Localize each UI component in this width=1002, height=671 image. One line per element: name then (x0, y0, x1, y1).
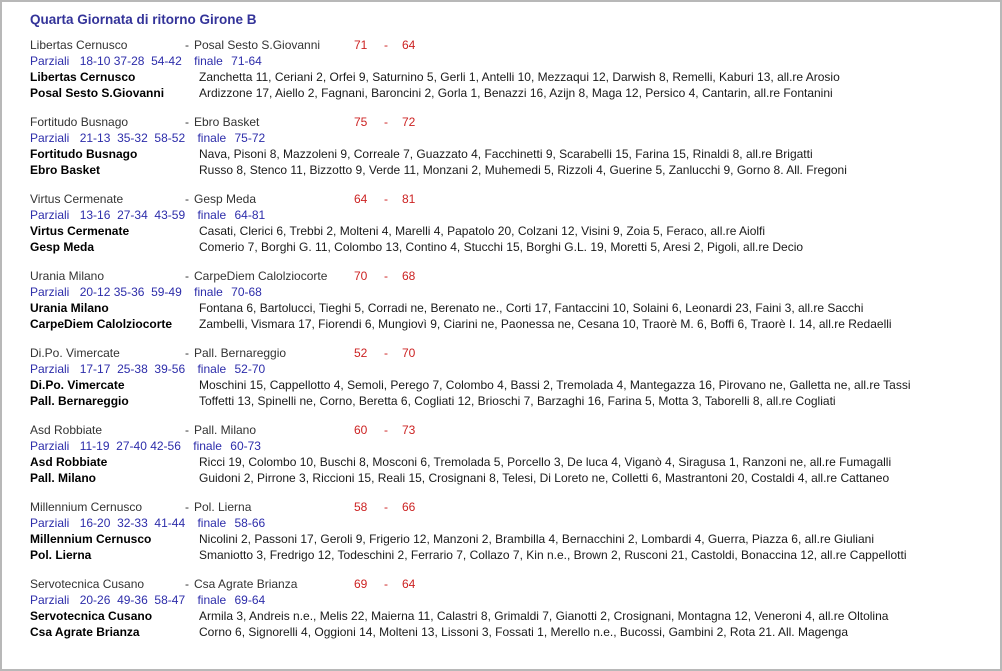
vs-dash: - (185, 192, 189, 206)
away-team-name: Pol. Lierna (194, 500, 252, 514)
finale-label: finale (194, 54, 223, 68)
vs-dash: - (185, 38, 189, 52)
match-header-row (30, 37, 1000, 53)
away-team-bold: Csa Agrate Brianza (30, 625, 140, 639)
finale-label: finale (197, 362, 227, 376)
vs-dash: - (185, 346, 189, 360)
finale-score: 60-73 (230, 439, 261, 453)
away-players: Russo 8, Stenco 11, Bizzotto 9, Verde 11, Monzani 2, Muhemedi 5, Rizzoli 4, Guerine 5, Zanlucchi 9, Gorno 8. All. Fregoni (199, 163, 847, 177)
home-roster-row (30, 377, 1000, 393)
home-players: Nicolini 2, Passoni 17, Geroli 9, Frigerio 12, Manzoni 2, Brambilla 4, Bernacchini 2, Lombardi 4, Guerra, Piazza 6, all.re Giuliani (199, 532, 874, 546)
home-score: 58 (354, 500, 368, 514)
away-players: Zambelli, Vismara 17, Fiorendi 6, Mungiovì 9, Ciarini ne, Paonessa ne, Cesana 10, Traorè M. 6, Boffi 6, Traorè I. 14, all.re Redaelli (199, 317, 892, 331)
vs-dash: - (185, 500, 189, 514)
page-title: Quarta Giornata di ritorno Girone B (30, 12, 257, 27)
away-team-name: Gesp Meda (194, 192, 257, 206)
match-header-row (30, 191, 1000, 207)
home-players: Casati, Clerici 6, Trebbi 2, Molteni 4, Marelli 4, Papatolo 20, Colzani 12, Visini 9, Zoia 5, Feraco, all.re Aiolfi (199, 224, 766, 238)
final-score (354, 114, 415, 130)
home-team-name: Fortitudo Busnago (30, 115, 129, 129)
home-team-name: Millennium Cernusco (30, 500, 143, 514)
finale-score: 71-64 (231, 54, 262, 68)
score-dash: - (384, 115, 388, 129)
score-dash: - (384, 423, 388, 437)
match-header-row (30, 114, 1000, 130)
partials-values: 17-17 25-38 39-56 (79, 362, 186, 376)
match-block (30, 499, 1000, 563)
away-score: 81 (402, 192, 416, 206)
partials-values: 21-13 35-32 58-52 (79, 131, 186, 145)
final-score (354, 499, 415, 515)
final-score (354, 268, 415, 284)
away-team-cell (185, 114, 354, 130)
score-dash: - (384, 192, 388, 206)
away-score: 70 (402, 346, 416, 360)
away-roster-row (30, 393, 1000, 409)
finale-label: finale (197, 208, 227, 222)
home-score: 52 (354, 346, 368, 360)
partials-row (30, 515, 1000, 531)
vs-dash: - (185, 423, 189, 437)
away-score: 64 (402, 577, 416, 591)
partials-label: Parziali (30, 131, 70, 145)
match-header-row (30, 422, 1000, 438)
partials-row (30, 284, 1000, 300)
vs-dash: - (185, 115, 189, 129)
partials-row (30, 130, 1000, 146)
home-score: 64 (354, 192, 368, 206)
home-roster-row (30, 608, 1000, 624)
final-score (354, 576, 415, 592)
finale-label: finale (197, 593, 227, 607)
home-team-name: Asd Robbiate (30, 423, 103, 437)
away-team-bold: Ebro Basket (30, 163, 101, 177)
away-score: 68 (402, 269, 416, 283)
away-team-name: CarpeDiem Calolziocorte (194, 269, 328, 283)
finale-score: 69-64 (234, 593, 266, 607)
home-team-bold: Fortitudo Busnago (30, 147, 138, 161)
match-header-row (30, 576, 1000, 592)
partials-label: Parziali (30, 208, 70, 222)
home-roster-row (30, 454, 1000, 470)
final-score (354, 37, 415, 53)
home-team-bold: Libertas Cernusco (30, 70, 136, 84)
match-block (30, 345, 1000, 409)
home-players: Zanchetta 11, Ceriani 2, Orfei 9, Saturnino 5, Gerli 1, Antelli 10, Mezzaqui 12, Darwish 8, Remelli, Kaburi 13, all.re Arosio (199, 70, 840, 84)
score-dash: - (384, 577, 388, 591)
away-roster-row (30, 239, 1000, 255)
home-players: Moschini 15, Cappellotto 4, Semoli, Perego 7, Colombo 4, Bassi 2, Tremolada 4, Mantegazza 16, Pirovano ne, Galletta ne, all.re Tassi (199, 378, 911, 392)
partials-values: 11-19 27-40 42-56 (79, 439, 181, 453)
away-players: Comerio 7, Borghi G. 11, Colombo 13, Contino 4, Stucchi 15, Borghi G.L. 19, Moretti 5, Aresi 2, Pigoli, all.re Decio (199, 240, 804, 254)
match-block (30, 191, 1000, 255)
home-team-name: Di.Po. Vimercate (30, 346, 120, 360)
partials-values: 20-12 35-36 59-49 (79, 285, 182, 299)
away-team-name: Pall. Bernareggio (194, 346, 287, 360)
match-block (30, 422, 1000, 486)
partials-label: Parziali (30, 593, 70, 607)
partials-values: 13-16 27-34 43-59 (79, 208, 186, 222)
away-score: 66 (402, 500, 416, 514)
home-score: 69 (354, 577, 368, 591)
final-score (354, 191, 415, 207)
away-team-bold: Pall. Milano (30, 471, 97, 485)
partials-row (30, 592, 1000, 608)
partials-label: Parziali (30, 54, 70, 68)
home-score: 60 (354, 423, 368, 437)
home-team-name: Urania Milano (30, 269, 105, 283)
away-team-bold: CarpeDiem Calolziocorte (30, 317, 173, 331)
vs-dash: - (185, 269, 189, 283)
away-roster-row (30, 162, 1000, 178)
away-team-bold: Pol. Lierna (30, 548, 92, 562)
away-roster-row (30, 547, 1000, 563)
home-team-bold: Urania Milano (30, 301, 109, 315)
home-players: Fontana 6, Bartolucci, Tieghi 5, Corradi ne, Berenato ne., Corti 17, Fantaccini 10, Solaini 6, Leonardi 23, Faini 3, all.re Sacchi (199, 301, 864, 315)
away-team-cell (185, 422, 354, 438)
partials-row (30, 438, 1000, 454)
score-dash: - (384, 500, 388, 514)
away-team-cell (185, 576, 354, 592)
match-block (30, 576, 1000, 640)
partials-values: 18-10 37-28 54-42 (79, 54, 182, 68)
home-score: 70 (354, 269, 368, 283)
score-dash: - (384, 346, 388, 360)
partials-row (30, 361, 1000, 377)
away-team-name: Csa Agrate Brianza (194, 577, 298, 591)
home-team-bold: Millennium Cernusco (30, 532, 152, 546)
home-players: Nava, Pisoni 8, Mazzoleni 9, Correale 7, Guazzato 4, Facchinetti 9, Scarabelli 15, Farina 15, Rinaldi 8, all.re Brigatti (199, 147, 813, 161)
away-team-cell (185, 345, 354, 361)
away-team-bold: Gesp Meda (30, 240, 95, 254)
finale-score: 64-81 (234, 208, 266, 222)
away-roster-row (30, 316, 1000, 332)
match-list (30, 37, 1000, 640)
away-team-bold: Posal Sesto S.Giovanni (30, 86, 165, 100)
partials-values: 20-26 49-36 58-47 (79, 593, 186, 607)
away-score: 73 (402, 423, 416, 437)
vs-dash: - (185, 577, 189, 591)
final-score (354, 345, 415, 361)
match-block (30, 37, 1000, 101)
home-team-name: Servotecnica Cusano (30, 577, 145, 591)
home-players: Ricci 19, Colombo 10, Buschi 8, Mosconi 6, Tremolada 5, Porcello 3, De luca 4, Viganò 4, Siragusa 1, Ranzoni ne, all.re Fumagalli (199, 455, 892, 469)
finale-score: 70-68 (231, 285, 262, 299)
match-header-row (30, 268, 1000, 284)
away-players: Ardizzone 17, Aiello 2, Fagnani, Baroncini 2, Gorla 1, Benazzi 16, Azijn 8, Maga 12, Persico 4, Cantarin, all.re Fontanini (199, 86, 833, 100)
home-score: 71 (354, 38, 368, 52)
away-team-cell (185, 499, 354, 515)
away-team-cell (185, 268, 354, 284)
away-score: 64 (402, 38, 416, 52)
home-team-bold: Di.Po. Vimercate (30, 378, 125, 392)
match-header-row (30, 345, 1000, 361)
match-block (30, 114, 1000, 178)
finale-score: 58-66 (234, 516, 266, 530)
away-score: 72 (402, 115, 416, 129)
home-team-bold: Virtus Cermenate (30, 224, 130, 238)
away-players: Guidoni 2, Pirrone 3, Riccioni 15, Reali 15, Crosignani 8, Telesi, Di Loreto ne, Colletti 6, Mastrantoni 20, Costaldi 4, all.re Cattaneo (199, 471, 890, 485)
partials-values: 16-20 32-33 41-44 (79, 516, 186, 530)
home-team-name: Libertas Cernusco (30, 38, 128, 52)
away-roster-row (30, 624, 1000, 640)
finale-label: finale (193, 439, 222, 453)
away-team-name: Posal Sesto S.Giovanni (194, 38, 321, 52)
score-dash: - (384, 269, 388, 283)
away-players: Corno 6, Signorelli 4, Oggioni 14, Molteni 13, Lissoni 3, Fossati 1, Merello n.e., Bucossi, Gambini 2, Rota 21. All. Magenga (199, 625, 849, 639)
away-players: Smaniotto 3, Fredrigo 12, Todeschini 2, Ferrario 7, Collazo 7, Kin n.e., Brown 2, Rusconi 21, Castoldi, Bonaccina 12, all.re Cappellotti (199, 548, 907, 562)
partials-row (30, 207, 1000, 223)
partials-label: Parziali (30, 439, 70, 453)
home-roster-row (30, 300, 1000, 316)
away-team-name: Pall. Milano (194, 423, 257, 437)
finale-score: 52-70 (234, 362, 266, 376)
home-roster-row (30, 146, 1000, 162)
away-team-cell (185, 191, 354, 207)
home-team-bold: Servotecnica Cusano (30, 609, 153, 623)
away-team-bold: Pall. Bernareggio (30, 394, 129, 408)
away-team-cell (185, 37, 354, 53)
partials-label: Parziali (30, 285, 70, 299)
home-players: Armila 3, Andreis n.e., Melis 22, Maierna 11, Calastri 8, Grimaldi 7, Gianotti 2, Crosignani, Montagna 12, Veneroni 4, all.re Oltolina (199, 609, 889, 623)
partials-label: Parziali (30, 362, 70, 376)
finale-label: finale (194, 285, 223, 299)
finale-label: finale (197, 516, 227, 530)
home-score: 75 (354, 115, 368, 129)
match-header-row (30, 499, 1000, 515)
score-dash: - (384, 38, 388, 52)
away-roster-row (30, 85, 1000, 101)
match-block (30, 268, 1000, 332)
finale-score: 75-72 (234, 131, 266, 145)
home-team-name: Virtus Cermenate (30, 192, 124, 206)
home-team-bold: Asd Robbiate (30, 455, 108, 469)
home-roster-row (30, 531, 1000, 547)
home-roster-row (30, 223, 1000, 239)
away-team-name: Ebro Basket (194, 115, 260, 129)
finale-label: finale (197, 131, 227, 145)
away-players: Toffetti 13, Spinelli ne, Corno, Beretta 6, Cogliati 12, Brioschi 7, Barzaghi 16, Farina 5, Motta 3, Taborelli 8, all.re Cogliati (199, 394, 836, 408)
home-roster-row (30, 69, 1000, 85)
partials-row (30, 53, 1000, 69)
partials-label: Parziali (30, 516, 70, 530)
final-score (354, 422, 415, 438)
away-roster-row (30, 470, 1000, 486)
